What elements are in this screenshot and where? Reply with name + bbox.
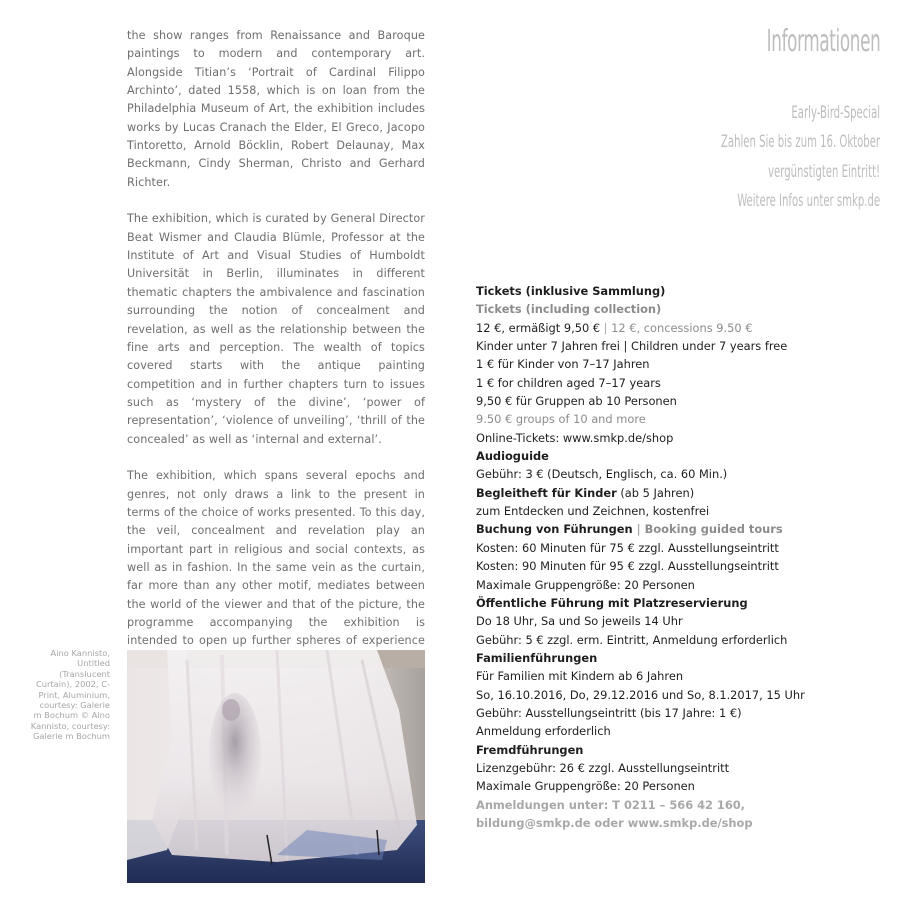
booklet-desc: zum Entdecken und Zeichnen, kostenfrei	[476, 504, 710, 519]
early-bird-promo	[639, 99, 880, 216]
divider: |	[600, 320, 612, 335]
image-caption: Aino Kannisto, Untitled (Translucent Curtain), 2002, C-Print, Aluminium, courtesy: Galerie m Bochum © Aino Kannisto, courtesy: Galerie m Bochum	[30, 648, 110, 742]
info-title: Informationen	[766, 24, 880, 59]
family-tour-fee: Gebühr: Ausstellungseintritt (bis 17 Jahre: 1 €)	[476, 705, 742, 720]
foreign-tour-fee: Lizenzgebühr: 26 € zzgl. Ausstellungseintritt	[476, 760, 730, 775]
children-price-en: 1 € for children aged 7–17 years	[476, 375, 661, 390]
price-de: 12 €, ermäßigt 9,50 €	[476, 320, 601, 335]
ticket-price	[476, 319, 886, 337]
tickets-heading-en: Tickets (including collection)	[476, 302, 662, 317]
group-price-en: 9.50 € groups of 10 and more	[476, 412, 646, 427]
children-free: Kinder unter 7 Jahren frei | Children under 7 years free	[476, 339, 788, 354]
tickets-heading: Tickets (inklusive Sammlung)	[476, 284, 666, 298]
booklet-heading: Begleitheft für Kinder	[476, 485, 617, 500]
contact-line: bildung@smkp.de oder www.smkp.de/shop	[476, 815, 753, 830]
public-tour-heading: Öffentliche Führung mit Platzreservierung	[476, 595, 748, 610]
artwork-photo	[127, 650, 425, 883]
family-tour-desc: Für Familien mit Kindern ab 6 Jahren	[476, 669, 684, 684]
paragraph: The exhibition, which is curated by General Director Beat Wismer and Claudia Blümle, Professor at the Institute of Art and Visual Studies of Humboldt Universität in Berlin, illuminates in different thematic chapters the ambivalence and fascination surrounding the notion of concealment and revelation, as well as the relationship between the fine arts and perception. The wealth of topics covered starts with the antique painting competition and in further chapters turn to issues such as ‘mystery of the divine’, ‘power of representation’, ‘violence of unveiling’, ‘thrill of the concealed’ as well as ‘internal and external’.	[127, 212, 425, 446]
info-column	[476, 282, 886, 832]
children-price-de: 1 € für Kinder von 7–17 Jahren	[476, 357, 650, 372]
price-en: 12 €, concessions 9.50 €	[611, 320, 753, 335]
tour-cost-90: Kosten: 90 Minuten für 95 € zzgl. Ausstellungseintritt	[476, 559, 779, 574]
tour-cost-60: Kosten: 60 Minuten für 75 € zzgl. Ausstellungseintritt	[476, 540, 779, 555]
audioguide-fee: Gebühr: 3 € (Deutsch, Englisch, ca. 60 Min.)	[476, 467, 728, 482]
booklet-note: (ab 5 Jahren)	[616, 485, 695, 500]
online-tickets: Online-Tickets: www.smkp.de/shop	[476, 430, 674, 445]
family-tour-heading: Familienführungen	[476, 650, 598, 665]
foreign-tour-heading: Fremdführungen	[476, 742, 584, 757]
promo-line: Zahlen Sie bis zum 16. Oktober	[720, 132, 880, 153]
article-text	[127, 27, 425, 687]
tours-heading	[476, 520, 886, 538]
public-tour-times: Do 18 Uhr, Sa und So jeweils 14 Uhr	[476, 614, 683, 629]
contact-line: Anmeldungen unter: T 0211 – 566 42 160,	[476, 797, 746, 812]
promo-line: vergünstigten Eintritt!	[768, 161, 880, 182]
booklet-line	[476, 484, 886, 502]
tours-heading-de: Buchung von Führungen	[476, 522, 633, 537]
promo-line: Early-Bird-Special	[791, 103, 880, 123]
paragraph: The exhibition, which spans several epochs and genres, not only draws a link to the present in terms of the choice of works presented. To this day, the veil, concealment and revelation play an important part in religious and social contexts, as well as in fashion. In the same vein as the curtain, far more than any other motif, mediates between the world of the viewer and that of the picture, the programme accompanying the exhibition is intended to open up further spheres of experience	[127, 469, 425, 648]
promo-line: Weitere Infos unter smkp.de	[737, 190, 880, 211]
divider: |	[632, 522, 645, 537]
tours-heading-en: Booking guided tours	[644, 522, 783, 537]
family-tour-registration: Anmeldung erforderlich	[476, 724, 611, 739]
tour-max-group: Maximale Gruppengröße: 20 Personen	[476, 577, 695, 592]
audioguide-heading: Audioguide	[476, 449, 549, 464]
family-tour-dates: So, 16.10.2016, Do, 29.12.2016 und So, 8.1.2017, 15 Uhr	[476, 687, 805, 702]
group-price-de: 9,50 € für Gruppen ab 10 Personen	[476, 394, 677, 409]
foreign-tour-max: Maximale Gruppengröße: 20 Personen	[476, 779, 695, 794]
public-tour-fee: Gebühr: 5 € zzgl. erm. Eintritt, Anmeldung erforderlich	[476, 632, 788, 647]
paragraph: the show ranges from Renaissance and Baroque paintings to modern and contemporary art. Alongside Titian’s ‘Portrait of Cardinal Filippo Archinto’, dated 1558, which is on loan from the Philadelphia Museum of Art, the exhibition includes works by Lucas Cranach the Elder, El Greco, Jacopo Tintoretto, Arnold Böcklin, Robert Delaunay, Max Beckmann, Cindy Sherman, Christo and Gerhard Richter.	[127, 29, 425, 189]
